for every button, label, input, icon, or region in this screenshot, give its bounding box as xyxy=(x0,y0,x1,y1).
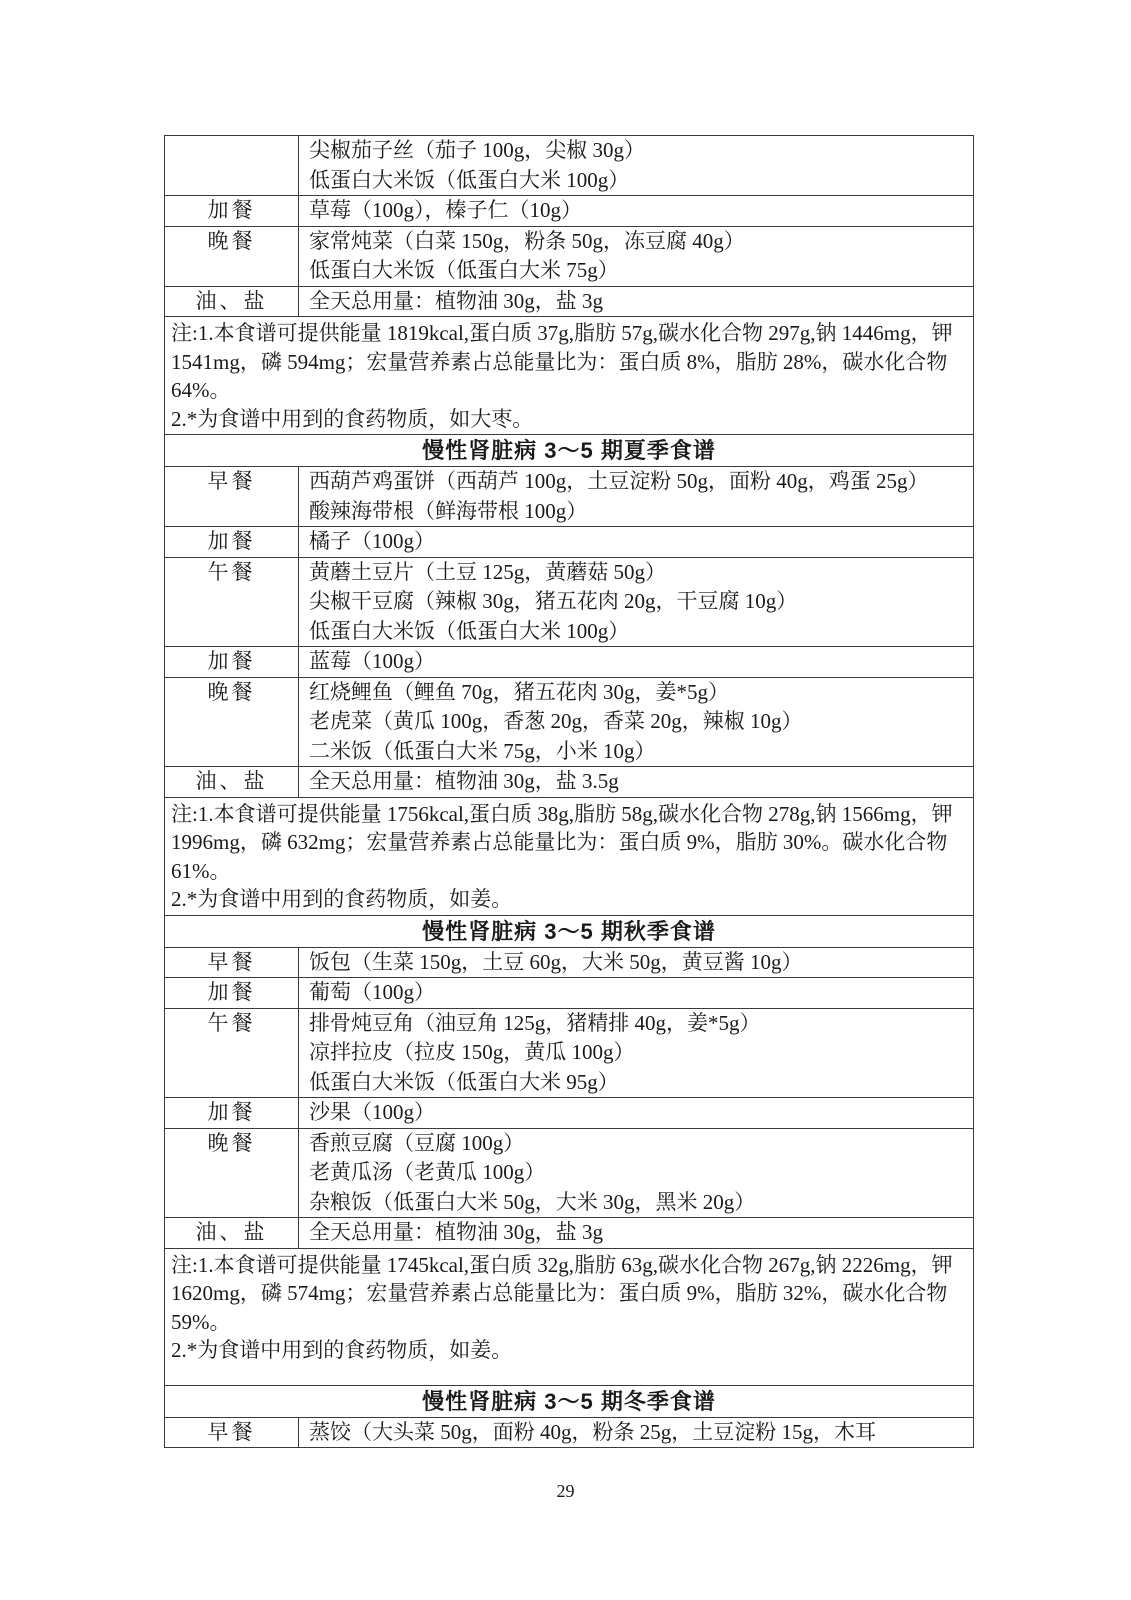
meal-content xyxy=(299,978,973,1008)
section-header-autumn: 慢性肾脏病 3～5 期秋季食谱 xyxy=(165,916,973,948)
meal-row xyxy=(165,948,973,979)
dish-line: 尖椒干豆腐（辣椒 30g，猪五花肉 20g，干豆腐 10g） xyxy=(309,589,798,613)
dish-line: 蒸饺（大头菜 50g，面粉 40g，粉条 25g，土豆淀粉 15g，木耳 xyxy=(309,1419,876,1444)
note-line: 2.*为食谱中用到的食药物质，如姜。 xyxy=(171,1338,513,1362)
meal-row xyxy=(165,1129,973,1219)
dish-line: 低蛋白大米饭（低蛋白大米 100g） xyxy=(309,618,630,643)
section-header-summer: 慢性肾脏病 3～5 期夏季食谱 xyxy=(165,435,973,467)
meal-label: 加餐 xyxy=(165,647,299,677)
meal-label: 晚餐 xyxy=(165,678,299,767)
meal-row xyxy=(165,1218,973,1249)
note-line: 注:1.本食谱可提供能量 1819kcal,蛋白质 37g,脂肪 57g,碳水化合物 297g,钠 1446mg，钾 1541mg，磷 594mg；宏量营养素占总能量比为：蛋白质 8%，脂肪 28%，碳水化合物 64%。 xyxy=(171,321,953,402)
notes-cell xyxy=(165,1249,973,1386)
dish-line: 全天总用量：植物油 30g，盐 3g xyxy=(309,288,603,313)
note-line: 2.*为食谱中用到的食药物质，如大枣。 xyxy=(171,406,534,431)
section-header-winter: 慢性肾脏病 3～5 期冬季食谱 xyxy=(165,1386,973,1418)
meal-label: 加餐 xyxy=(165,196,299,226)
dish-line: 饭包（生菜 150g，土豆 60g，大米 50g，黄豆酱 10g） xyxy=(309,949,803,974)
meal-row xyxy=(165,1098,973,1129)
meal-content xyxy=(299,558,973,647)
meal-content xyxy=(299,227,973,286)
meal-label xyxy=(165,136,299,195)
meal-row xyxy=(165,287,973,318)
meal-row xyxy=(165,136,973,196)
meal-label: 加餐 xyxy=(165,978,299,1008)
meal-label: 油、盐 xyxy=(165,287,299,317)
dish-line: 葡萄（100g） xyxy=(309,980,435,1004)
dish-line: 杂粮饭（低蛋白大米 50g，大米 30g，黑米 20g） xyxy=(309,1189,756,1214)
dish-line: 橘子（100g） xyxy=(309,529,435,553)
dish-line: 香煎豆腐（豆腐 100g） xyxy=(309,1130,525,1155)
meal-row xyxy=(165,1009,973,1099)
meal-label: 油、盐 xyxy=(165,1218,299,1248)
meal-label: 加餐 xyxy=(165,527,299,557)
meal-content xyxy=(299,467,973,526)
dish-line: 全天总用量：植物油 30g，盐 3g xyxy=(309,1220,603,1244)
dish-line: 低蛋白大米饭（低蛋白大米 75g） xyxy=(309,258,619,282)
meal-label: 油、盐 xyxy=(165,767,299,797)
note-line: 2.*为食谱中用到的食药物质，如姜。 xyxy=(171,887,513,911)
meal-content xyxy=(299,948,973,978)
dish-line: 黄蘑土豆片（土豆 125g，黄蘑菇 50g） xyxy=(309,559,666,584)
meal-row xyxy=(165,467,973,527)
meal-content xyxy=(299,1418,973,1448)
meal-label: 早餐 xyxy=(165,948,299,978)
meal-content xyxy=(299,767,973,797)
dish-line: 家常炖菜（白菜 150g，粉条 50g，冻豆腐 40g） xyxy=(309,228,745,253)
meal-content xyxy=(299,678,973,767)
notes-cell xyxy=(165,317,973,435)
page-number: 29 xyxy=(556,1481,575,1501)
dish-line: 排骨炖豆角（油豆角 125g，猪精排 40g，姜*5g） xyxy=(309,1010,761,1035)
note-line: 注:1.本食谱可提供能量 1756kcal,蛋白质 38g,脂肪 58g,碳水化合物 278g,钠 1566mg，钾 1996mg，磷 632mg；宏量营养素占总能量比为：蛋白质 9%，脂肪 30%。碳水化合物 61%。 xyxy=(171,801,953,883)
dish-line: 老黄瓜汤（老黄瓜 100g） xyxy=(309,1160,546,1184)
meal-label: 早餐 xyxy=(165,467,299,526)
meal-content xyxy=(299,136,973,195)
meal-label: 加餐 xyxy=(165,1098,299,1128)
note-line: 注:1.本食谱可提供能量 1745kcal,蛋白质 32g,脂肪 63g,碳水化合物 267g,钠 2226mg，钾 1620mg，磷 574mg；宏量营养素占总能量比为：蛋白质 9%，脂肪 32%，碳水化合物 59%。 xyxy=(171,1252,953,1334)
meal-label: 晚餐 xyxy=(165,227,299,286)
dish-line: 老虎菜（黄瓜 100g，香葱 20g，香菜 20g，辣椒 10g） xyxy=(309,709,803,733)
meal-row xyxy=(165,767,973,798)
meal-content xyxy=(299,287,973,317)
meal-content xyxy=(299,1218,973,1248)
dish-line: 低蛋白大米饭（低蛋白大米 95g） xyxy=(309,1069,619,1094)
meal-label: 午餐 xyxy=(165,1009,299,1098)
diet-table xyxy=(164,135,974,1448)
notes-cell xyxy=(165,798,973,916)
dish-line: 蓝莓（100g） xyxy=(309,649,435,673)
dish-line: 凉拌拉皮（拉皮 150g，黄瓜 100g） xyxy=(309,1040,635,1064)
meal-row xyxy=(165,527,973,558)
meal-row xyxy=(165,558,973,648)
meal-label: 午餐 xyxy=(165,558,299,647)
meal-content xyxy=(299,527,973,557)
meal-content xyxy=(299,1009,973,1098)
meal-row xyxy=(165,678,973,768)
meal-row xyxy=(165,196,973,227)
meal-row xyxy=(165,647,973,678)
dish-line: 尖椒茄子丝（茄子 100g，尖椒 30g） xyxy=(309,138,645,162)
dish-line: 全天总用量：植物油 30g，盐 3.5g xyxy=(309,769,619,793)
meal-content xyxy=(299,1129,973,1218)
dish-line: 红烧鲤鱼（鲤鱼 70g，猪五花肉 30g，姜*5g） xyxy=(309,679,729,704)
meal-content xyxy=(299,1098,973,1128)
dish-line: 低蛋白大米饭（低蛋白大米 100g） xyxy=(309,167,630,192)
meal-content xyxy=(299,647,973,677)
dish-line: 草莓（100g），榛子仁（10g） xyxy=(309,198,582,222)
dish-line: 二米饭（低蛋白大米 75g，小米 10g） xyxy=(309,738,656,763)
dish-line: 沙果（100g） xyxy=(309,1100,435,1124)
meal-row xyxy=(165,978,973,1009)
meal-label: 晚餐 xyxy=(165,1129,299,1218)
meal-row xyxy=(165,227,973,287)
meal-label: 早餐 xyxy=(165,1418,299,1448)
dish-line: 西葫芦鸡蛋饼（西葫芦 100g，土豆淀粉 50g，面粉 40g，鸡蛋 25g） xyxy=(309,469,929,493)
meal-row xyxy=(165,1418,973,1449)
dish-line: 酸辣海带根（鲜海带根 100g） xyxy=(309,498,588,523)
meal-content xyxy=(299,196,973,226)
